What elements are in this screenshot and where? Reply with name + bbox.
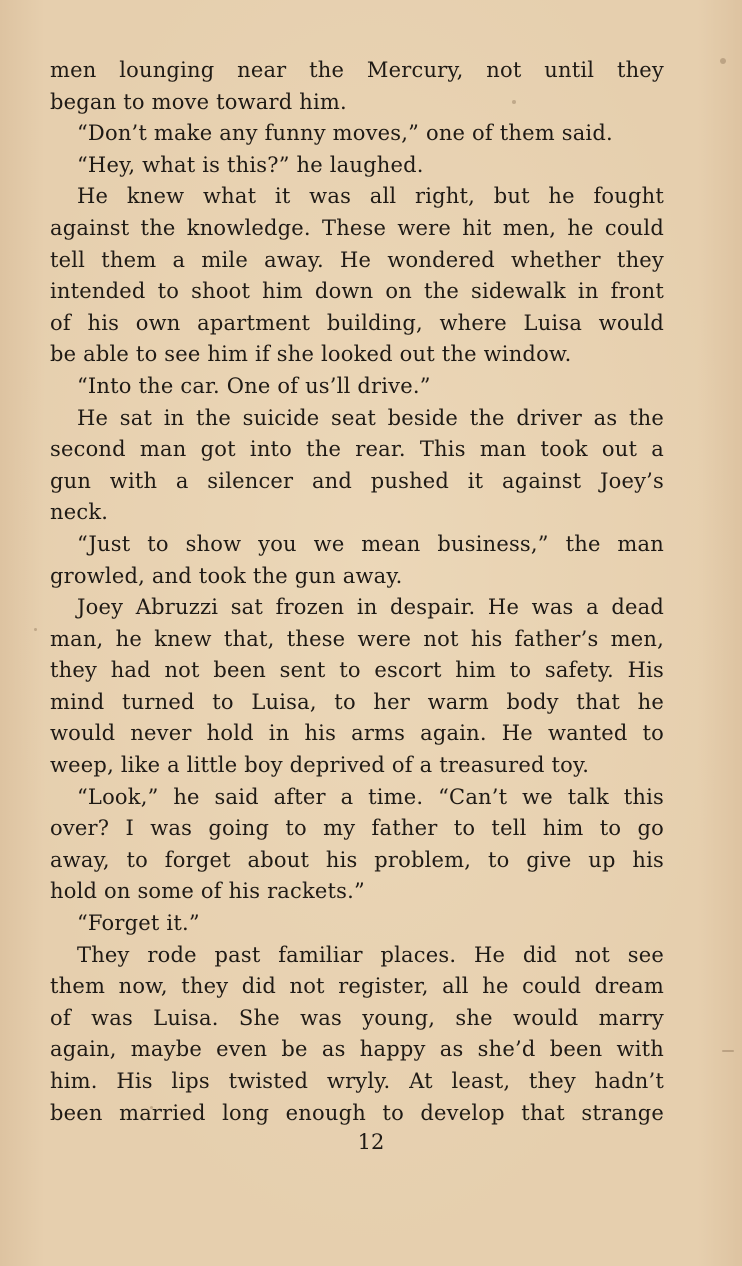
text-line: men lounging near the Mercury, not until they bbox=[50, 58, 664, 82]
text-line: weep, like a little boy deprived of a treasured toy. bbox=[50, 753, 590, 778]
text-line: would never hold in his arms again. He wanted to bbox=[50, 721, 664, 746]
text-line: “Into the car. One of us’ll drive.” bbox=[77, 373, 431, 398]
text-line: him. His lips twisted wryly. At least, they hadn’t bbox=[50, 1069, 664, 1093]
text-line: “Look,” he said after a time. “Can’t we talk this bbox=[77, 784, 664, 809]
text-line: He knew what it was all right, but he fought bbox=[77, 184, 664, 209]
text-line: against the knowledge. These were hit men, he could bbox=[50, 215, 664, 240]
text-line: mind turned to Luisa, to her warm body that he bbox=[50, 689, 664, 714]
text-line: away, to forget about his problem, to give up his bbox=[50, 847, 664, 872]
text-line: man, he knew that, these were not his father’s men, bbox=[50, 626, 664, 651]
text-line: be able to see him if she looked out the window. bbox=[50, 342, 572, 367]
text-line: intended to shoot him down on the sidewalk in front bbox=[50, 279, 664, 304]
text-line: He sat in the suicide seat beside the driver as the bbox=[77, 405, 664, 430]
paper-speck bbox=[720, 58, 726, 64]
text-line: Joey Abruzzi sat frozen in despair. He was a dead bbox=[77, 595, 664, 620]
text-line: hold on some of his rackets.” bbox=[50, 879, 365, 904]
text-line: been married long enough to develop that strange bbox=[50, 1100, 664, 1125]
paper-speck bbox=[34, 628, 37, 631]
body-text bbox=[50, 55, 664, 1129]
paper-speck bbox=[150, 1106, 153, 1109]
text-line: “Hey, what is this?” he laughed. bbox=[77, 152, 424, 177]
paper-speck bbox=[722, 1050, 734, 1052]
text-line: neck. bbox=[50, 500, 109, 525]
text-line: gun with a silencer and pushed it against Joey’s bbox=[50, 468, 664, 493]
text-line: They rode past familiar places. He did not see bbox=[77, 942, 664, 967]
paper-speck bbox=[512, 100, 516, 104]
text-line: they had not been sent to escort him to safety. His bbox=[50, 658, 664, 683]
text-line: of was Luisa. She was young, she would marry bbox=[50, 1005, 664, 1030]
text-line: tell them a mile away. He wondered whether they bbox=[50, 247, 664, 272]
text-line: “Just to show you we mean business,” the man bbox=[77, 531, 664, 556]
text-line: again, maybe even be as happy as she’d been with bbox=[50, 1037, 664, 1062]
text-line: growled, and took the gun away. bbox=[50, 563, 403, 588]
text-line: “Forget it.” bbox=[77, 911, 200, 936]
text-line: them now, they did not register, all he could dream bbox=[50, 974, 664, 999]
text-line: second man got into the rear. This man took out a bbox=[50, 437, 664, 462]
text-line: began to move toward him. bbox=[50, 89, 347, 114]
text-line: of his own apartment building, where Luisa would bbox=[50, 310, 664, 335]
page-number: 12 bbox=[357, 1130, 385, 1154]
text-line: over? I was going to my father to tell him to go bbox=[50, 816, 664, 841]
text-line: “Don’t make any funny moves,” one of them said. bbox=[77, 121, 613, 146]
